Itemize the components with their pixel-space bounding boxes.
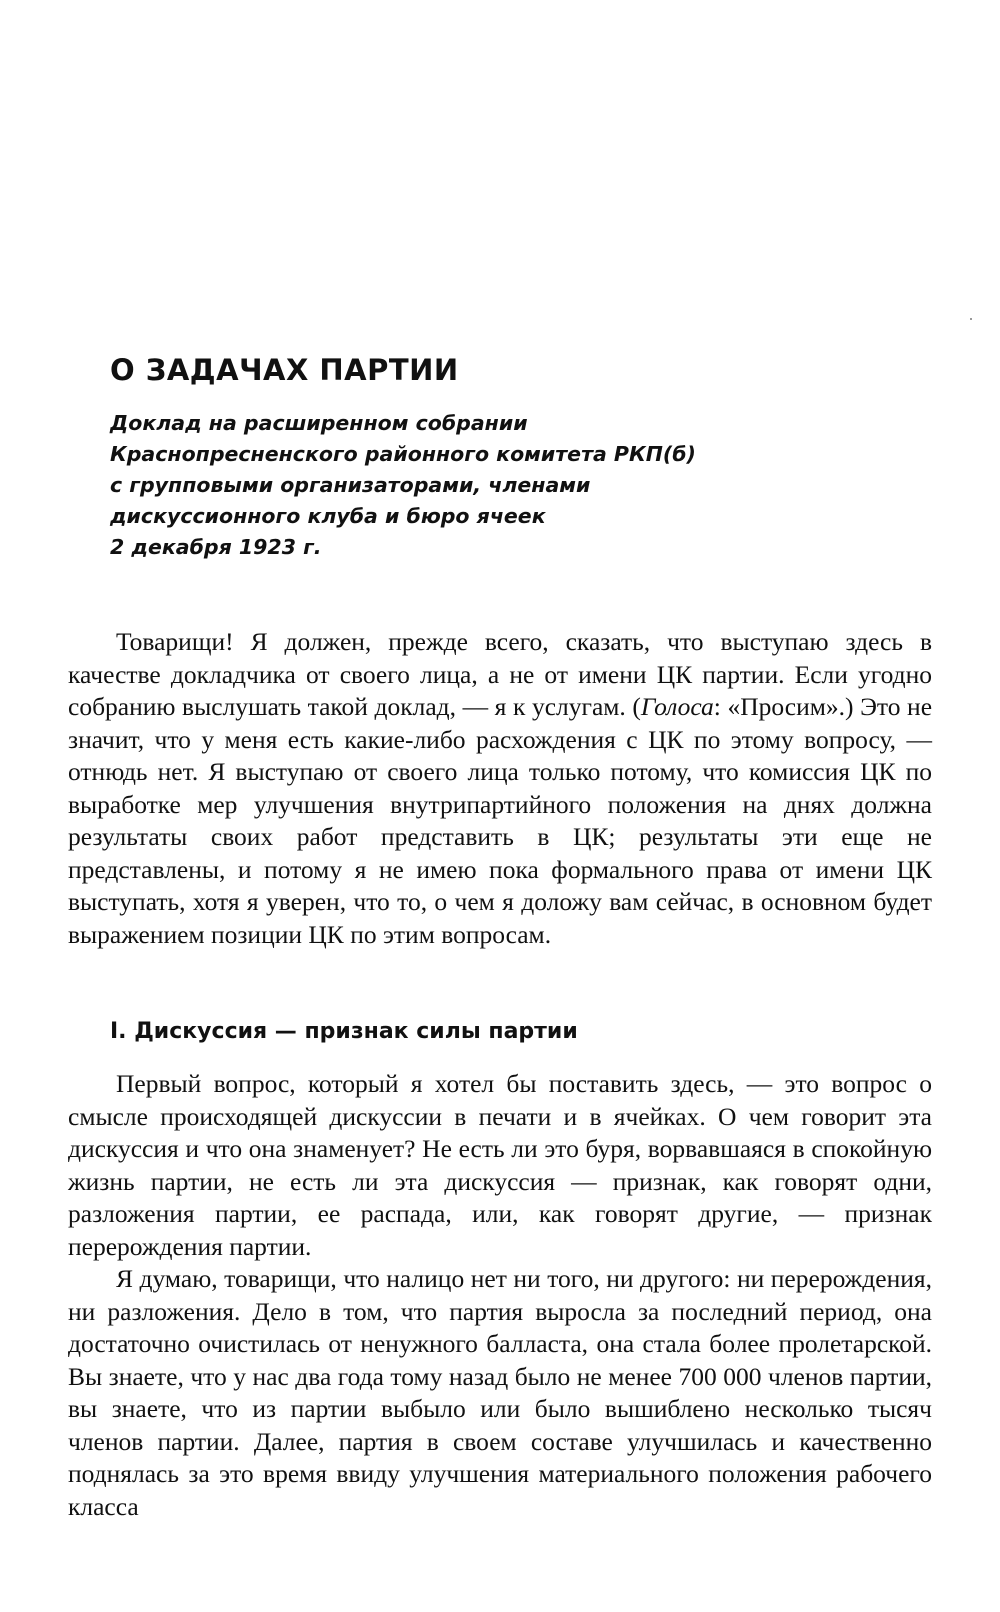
scan-speck: [970, 318, 972, 320]
subtitle-date: 2 декабря 1923 г.: [110, 535, 322, 559]
body-paragraph: Первый вопрос, который я хотел бы поставить здесь, — это вопрос о смысле происходящей дискуссии в печати и в ячейках. О чем говорит эта дискуссия и что она знаменует? Не есть ли это буря, ворвавшаяся в спокойную жизнь партии, не есть ли эта дискуссия — признак, как говорят одни, разложения партии, ее распада, или, как говорят другие, — признак перерождения партии.: [68, 1069, 932, 1261]
intro-text-end: Это не значит, что у меня есть какие-либо расхождения с ЦК по этому вопросу, — отнюдь нет. Я выступаю от своего лица только потому, что комиссия ЦК по выработке мер улучшения внутрипартийного положения на днях должна результаты своих работ представить в ЦК; результаты эти еще не представлены, и потому я не имею пока формального права от имени ЦК выступать, хотя я уверен, что то, о чем я доложу вам сейчас, в основном будет выражением позиции ЦК по этим вопросам.: [68, 692, 933, 949]
section-heading: I. Дискуссия — признак силы партии: [110, 1019, 578, 1044]
intro-text-start: Товарищи! Я должен, прежде всего, сказать, что выступаю здесь в качестве докладчика от своего лица, а не от имени ЦК партии. Если угодно собранию выслушать такой доклад, — я к услугам. (: [68, 627, 932, 721]
intro-block: [68, 626, 932, 951]
subtitle-line: Краснопресненского районного комитета РКП(б): [110, 442, 696, 466]
article-subtitle: [110, 408, 696, 563]
remark-text: : «Просим».): [713, 692, 854, 721]
subtitle-line: дискуссионного клуба и бюро ячеек: [110, 504, 546, 528]
intro-paragraph: [68, 626, 932, 951]
subtitle-line: с групповыми организаторами, членами: [110, 473, 591, 497]
article-title: О ЗАДАЧАХ ПАРТИИ: [110, 353, 459, 387]
body-paragraph: Я думаю, товарищи, что налицо нет ни того, ни другого: ни перерождения, ни разложения. Дело в том, что партия выросла за последний период, она достаточно очистилась от ненужного балласта, она стала более пролетарской. Вы знаете, что у нас два года тому назад было не менее 700 000 членов партии, вы знаете, что из партии выбыло или было вышиблено несколько тысяч членов партии. Далее, партия в своем составе улучшилась и качественно поднялась за это время ввиду улучшения материального положения рабочего класса: [68, 1264, 932, 1521]
remark-label: Голоса: [640, 692, 714, 721]
subtitle-line: Доклад на расширенном собрании: [110, 411, 528, 435]
section-body: [68, 1068, 932, 1523]
